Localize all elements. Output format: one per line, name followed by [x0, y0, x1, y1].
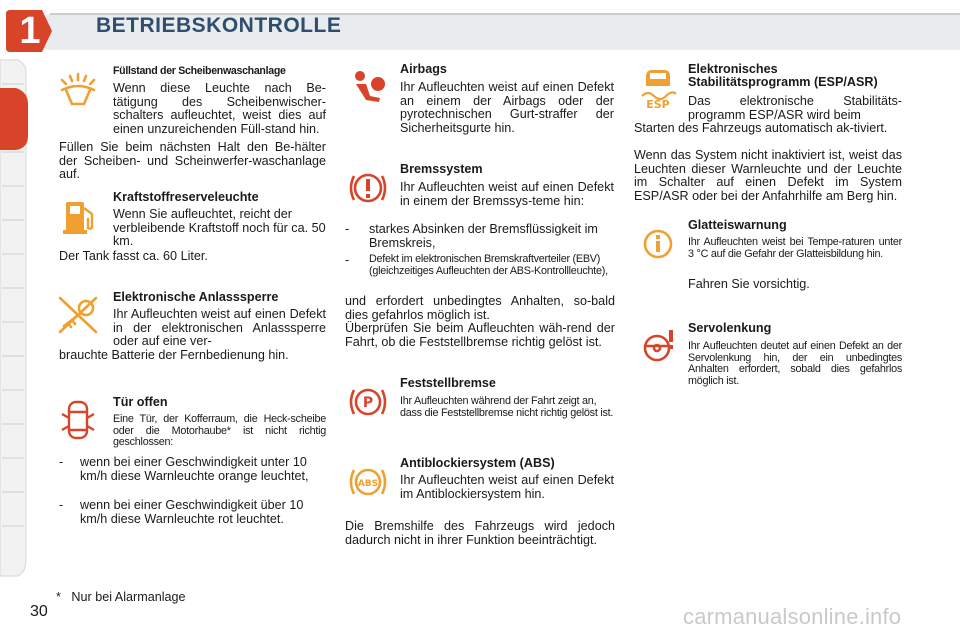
parking-title: Feststellbremse — [400, 376, 496, 390]
washer-body: Wenn diese Leuchte nach Be-tätigung des Scheibenwischer-schalters aufleuchtet, weist dies auf einen unzureichenden Füll-stand hin. — [113, 81, 326, 136]
brake-body: Ihr Aufleuchten weist auf einen Defekt in einem der Bremssys-teme hin: — [400, 180, 614, 208]
esp-after: Wenn das System nicht inaktiviert ist, weist das Leuchten dieser Warnleuchte und der Leuchte im Schalter auf einen Defekt im System ESP/ASR oder bei der Anfahrhilfe am Berg hin. — [634, 148, 902, 203]
esp-icon — [636, 66, 680, 110]
parking-brake-icon — [346, 380, 390, 424]
esp-body: Das elektronische Stabilitäts-programm ESP/ASR wird beim — [688, 94, 902, 122]
footnote-text: Nur bei Alarmanlage — [71, 590, 186, 604]
abs-title: Antiblockiersystem (ABS) — [400, 456, 555, 470]
footnote-mark: * — [56, 590, 61, 604]
airbags-title: Airbags — [400, 62, 447, 76]
list-dash: - — [345, 253, 350, 267]
chapter-number: 1 — [19, 10, 41, 52]
esp-icon-label: ESP — [646, 98, 670, 110]
brake-title: Bremssystem — [400, 162, 483, 176]
page-number: 30 — [30, 603, 48, 620]
brake-item-2: Defekt im elektronischen Bremskraftverteiler (EBV) (gleichzeitiges Aufleuchten der ABS-Kontrollleuchte), — [369, 253, 608, 277]
immobilizer-body: Ihr Aufleuchten weist auf einen Defekt in der elektronischen Anlasssperre oder auf eine ver- — [113, 307, 326, 349]
brake-after-1: und erfordert unbedingtes Anhalten, so-bald dies gefahrlos möglich ist. — [345, 294, 615, 322]
ice-after: Fahren Sie vorsichtig. — [688, 277, 810, 291]
door-body: Eine Tür, der Kofferraum, die Heck-scheibe oder die Motorhaube* ist nicht richtig geschlossen: — [113, 413, 326, 449]
abs-icon — [346, 460, 390, 504]
abs-body: Ihr Aufleuchten weist auf einen Defekt im Antiblockiersystem hin. — [400, 473, 614, 501]
immobilizer-after: brauchte Batterie der Fernbedienung hin. — [59, 348, 289, 362]
power-steering-icon — [636, 324, 680, 368]
ice-body: Ihr Aufleuchten weist bei Tempe-raturen unter 3 °C auf die Gefahr der Glatteisbildung hin. — [688, 236, 902, 260]
parking-body: Ihr Aufleuchten während der Fahrt zeigt an, dass die Feststellbremse nicht richtig gelöst ist. — [400, 395, 614, 419]
esp-body-cont: Starten des Fahrzeugs automatisch ak-tiviert. — [634, 121, 888, 135]
footnote — [56, 590, 186, 604]
steering-title: Servolenkung — [688, 321, 772, 335]
airbags-body: Ihr Aufleuchten weist auf einen Defekt an einem der Airbags oder der pyrotechnischen Gurt-straffer der Sicherheitsgurte hin. — [400, 80, 614, 135]
watermark[interactable]: carmanualsonline.info — [683, 604, 902, 629]
svg-text:ABS: ABS — [357, 479, 379, 489]
brake-warning-icon — [346, 166, 390, 210]
airbag-icon — [346, 66, 390, 110]
fuel-body: Wenn Sie aufleuchtet, reicht der verbleibende Kraftstoff noch für ca. 50 km. — [113, 207, 326, 249]
list-dash: - — [345, 222, 350, 236]
washer-title: Füllstand der Scheibenwaschanlage — [113, 65, 286, 77]
abs-after: Die Bremshilfe des Fahrzeugs wird jedoch dadurch nicht in ihrer Funktion beeinträchtigt. — [345, 519, 615, 547]
fuel-after: Der Tank fasst ca. 60 Liter. — [59, 249, 208, 263]
immobilizer-key-icon — [56, 292, 100, 336]
steering-body: Ihr Aufleuchten deutet auf einen Defekt an der Servolenkung hin, der ein unbedingtes Anhalten erfordert, sobald dies gefahrlos möglich ist. — [688, 340, 902, 387]
washer-fluid-icon — [56, 66, 100, 110]
washer-after: Füllen Sie beim nächsten Halt den Be-hälter der Scheiben- und Scheinwerfer-waschanlage auf. — [59, 140, 326, 182]
door-item-2: wenn bei einer Geschwindigkeit über 10 km/h diese Warnleuchte rot leuchtet. — [80, 498, 304, 526]
chapter-number-badge — [6, 8, 54, 54]
svg-text:P: P — [362, 395, 374, 411]
list-dash: - — [59, 498, 64, 512]
page-title: BETRIEBSKONTROLLE — [96, 14, 342, 37]
ice-title: Glatteiswarnung — [688, 218, 787, 232]
ice-warning-icon — [636, 222, 680, 266]
esp-title-line1: Elektronisches — [688, 62, 778, 76]
chapter-tab-strip — [0, 0, 28, 640]
immobilizer-title: Elektronische Anlasssperre — [113, 290, 279, 304]
list-dash: - — [59, 455, 64, 469]
fuel-pump-icon — [58, 194, 102, 238]
door-title: Tür offen — [113, 395, 168, 409]
fuel-title: Kraftstoffreserveleuchte — [113, 190, 259, 204]
brake-item-1: starkes Absinken der Bremsflüssigkeit im Bremskreis, — [369, 222, 598, 250]
brake-after-2: Überprüfen Sie beim Aufleuchten wäh-rend der Fahrt, ob die Feststellbremse richtig gelöst ist. — [345, 321, 615, 349]
door-open-icon — [56, 398, 100, 442]
door-item-1: wenn bei einer Geschwindigkeit unter 10 km/h diese Warnleuchte orange leuchtet, — [80, 455, 309, 483]
esp-title-line2: Stabilitätsprogramm (ESP/ASR) — [688, 75, 878, 89]
